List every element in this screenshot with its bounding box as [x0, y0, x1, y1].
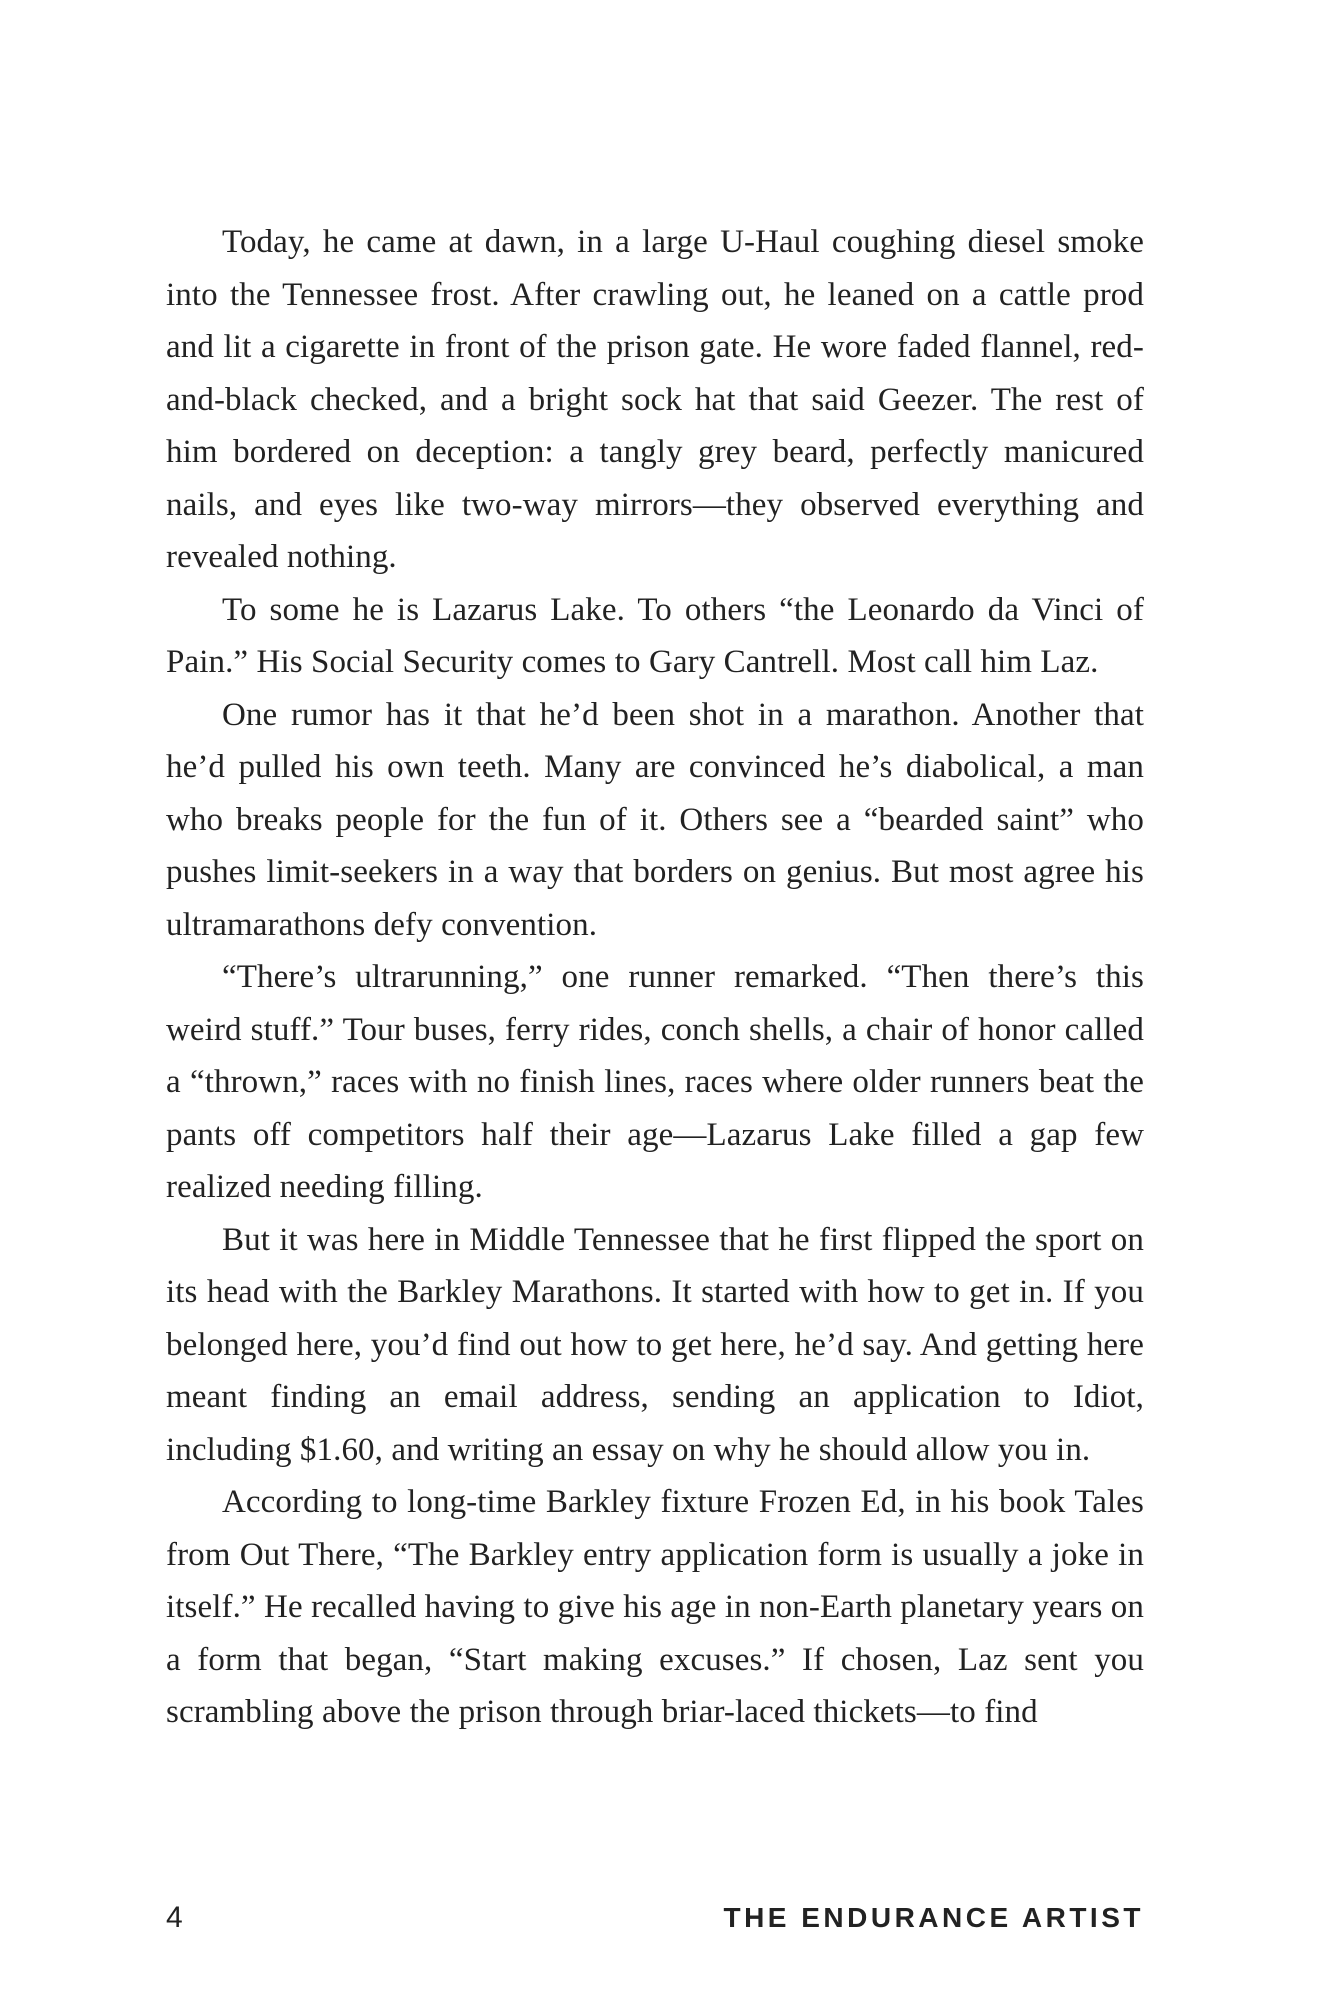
page-footer — [166, 1898, 1144, 1938]
paragraph: Today, he came at dawn, in a large U-Haul coughing diesel smoke into the Tennessee frost. After crawling out, he leaned on a cattle prod and lit a cigarette in front of the prison gate. He wore faded flannel, red-and-black checked, and a bright sock hat that said Geezer. The rest of him bordered on deception: a tangly grey beard, perfectly manicured nails, and eyes like two-way mirrors—they observed everything and revealed nothing. — [166, 224, 1144, 575]
paragraph: But it was here in Middle Tennessee that he first flipped the sport on its head with the Barkley Marathons. It started with how to get in. If you belonged here, you’d find out how to get here, he’d say. And getting here meant finding an email address, sending an application to Idiot, including $1.60, and writing an essay on why he should allow you in. — [166, 1221, 1144, 1468]
paragraph: “There’s ultrarunning,” one runner remarked. “Then there’s this weird stuff.” Tour buses, ferry rides, conch shells, a chair of honor called a “thrown,” races with no finish lines, races where older runners beat the pants off competitors half their age—Lazarus Lake filled a gap few realized needing filling. — [166, 959, 1144, 1205]
body-text — [166, 216, 1144, 1739]
paragraph: To some he is Lazarus Lake. To others “the Leonardo da Vinci of Pain.” His Social Security comes to Gary Cantrell. Most call him Laz. — [166, 591, 1144, 680]
running-head: THE ENDURANCE ARTIST — [723, 1902, 1144, 1933]
page-number: 4 — [166, 1901, 183, 1934]
paragraph: One rumor has it that he’d been shot in a marathon. Another that he’d pulled his own teeth. Many are convinced he’s diabolical, a man who breaks people for the fun of it. Others see a “bearded saint” who pushes limit-seekers in a way that borders on genius. But most agree his ultramarathons defy convention. — [166, 696, 1144, 943]
paragraph: According to long-time Barkley fixture Frozen Ed, in his book Tales from Out There, “The Barkley entry application form is usually a joke in itself.” He recalled having to give his age in non-Earth planetary years on a form that began, “Start making excuses.” If chosen, Laz sent you scrambling above the prison through briar-laced thickets—to find — [166, 1484, 1144, 1730]
